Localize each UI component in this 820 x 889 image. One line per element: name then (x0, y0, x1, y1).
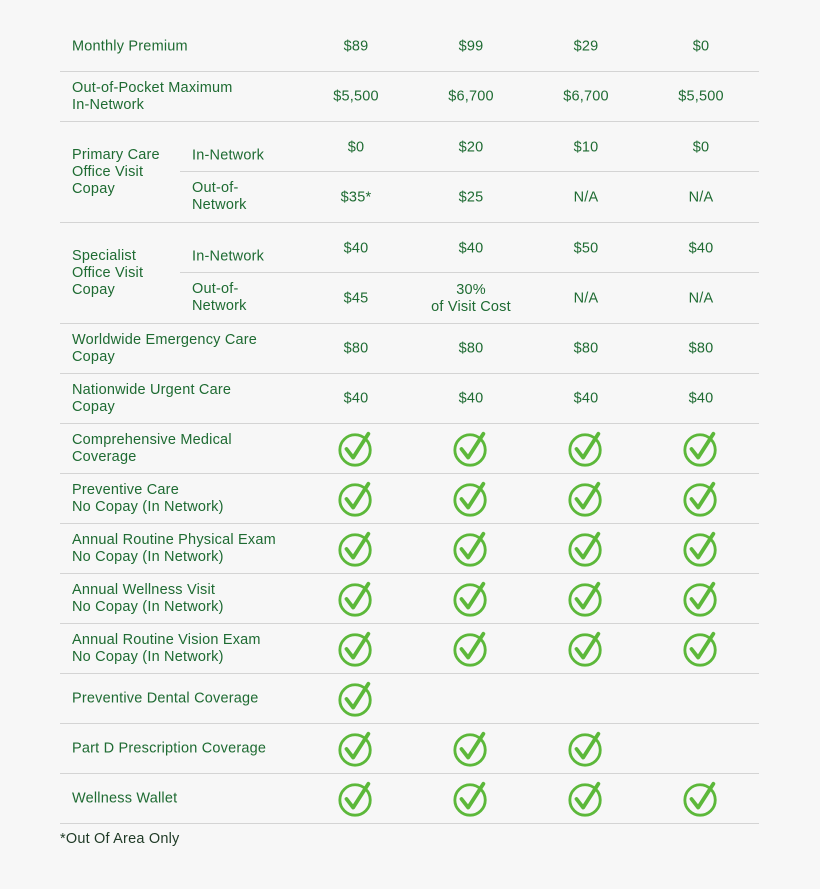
row-label: Primary Care Office Visit Copay (72, 147, 160, 197)
row-label: Annual Routine Vision Exam No Copay (In Network) (72, 631, 261, 665)
sub-label: In-Network (192, 147, 265, 164)
check-circle-icon (337, 430, 375, 468)
check-circle-icon (452, 480, 490, 518)
check-circle-icon (567, 530, 605, 568)
check-circle-icon (452, 730, 490, 768)
sub-label: Out-of- Network (192, 281, 247, 314)
row-part-d (60, 724, 759, 774)
table-cell: $20 (458, 139, 484, 156)
table-cell: $40 (688, 240, 714, 257)
row-label: Annual Routine Physical Exam No Copay (In Network) (72, 531, 276, 565)
row-preventive (60, 474, 759, 524)
row-label: Comprehensive Medical Coverage (72, 431, 232, 465)
table-cell: $45 (343, 290, 369, 307)
check-circle-icon (567, 580, 605, 618)
table-cell: $29 (573, 38, 599, 54)
table-cell: $99 (458, 38, 484, 54)
check-circle-icon (337, 480, 375, 518)
table-cell: $40 (573, 390, 599, 406)
row-label: Preventive Dental Coverage (72, 690, 259, 706)
footnote: *Out Of Area Only (60, 831, 180, 847)
check-circle-icon (452, 630, 490, 668)
table-cell: $50 (573, 240, 599, 257)
table-cell: $0 (692, 38, 710, 54)
row-label: Nationwide Urgent Care Copay (72, 381, 232, 415)
check-circle-icon (337, 680, 375, 718)
check-circle-icon (682, 630, 720, 668)
check-circle-icon (682, 530, 720, 568)
table-cell: $40 (458, 390, 484, 406)
table-cell: $6,700 (563, 88, 609, 104)
benefits-table (60, 22, 759, 824)
check-circle-icon (682, 580, 720, 618)
check-circle-icon (682, 780, 720, 818)
check-circle-icon (567, 630, 605, 668)
divider (180, 272, 759, 273)
row-label: Worldwide Emergency Care Copay (72, 331, 258, 365)
sub-label: Out-of- Network (192, 180, 247, 213)
table-cell: $80 (343, 340, 369, 356)
table-cell: $35* (340, 189, 372, 206)
row-emergency (60, 324, 759, 374)
row-label: Preventive Care No Copay (In Network) (72, 481, 224, 515)
row-oop-max (60, 72, 759, 122)
table-cell: $80 (458, 340, 484, 356)
check-circle-icon (682, 430, 720, 468)
table-cell: $40 (688, 390, 714, 406)
table-cell: $6,700 (448, 88, 494, 104)
check-circle-icon (337, 730, 375, 768)
sub-label: In-Network (192, 248, 265, 265)
row-wellness-visit (60, 574, 759, 624)
check-circle-icon (452, 430, 490, 468)
check-circle-icon (452, 530, 490, 568)
table-cell: 30% of Visit Cost (431, 282, 511, 315)
row-urgent (60, 374, 759, 424)
table-cell: N/A (688, 189, 714, 206)
row-specialist (60, 223, 759, 324)
row-label: Specialist Office Visit Copay (72, 248, 144, 298)
table-cell: $40 (458, 240, 484, 257)
row-primary-care (60, 122, 759, 223)
row-wallet (60, 774, 759, 824)
check-circle-icon (337, 580, 375, 618)
table-cell: N/A (573, 189, 599, 206)
row-monthly-premium (60, 22, 759, 72)
row-label: Monthly Premium (72, 38, 188, 54)
check-circle-icon (682, 480, 720, 518)
row-vision (60, 624, 759, 674)
table-cell: $25 (458, 189, 484, 206)
check-circle-icon (337, 780, 375, 818)
row-label: Wellness Wallet (72, 790, 178, 806)
check-circle-icon (567, 480, 605, 518)
check-circle-icon (452, 580, 490, 618)
table-cell: $5,500 (333, 88, 379, 104)
row-dental (60, 674, 759, 724)
row-label: Annual Wellness Visit No Copay (In Network) (72, 581, 224, 615)
table-cell: $80 (573, 340, 599, 356)
table-cell: $0 (347, 139, 365, 156)
check-circle-icon (567, 430, 605, 468)
row-physical (60, 524, 759, 574)
table-cell: $40 (343, 390, 369, 406)
check-circle-icon (337, 630, 375, 668)
table-cell: N/A (688, 290, 714, 307)
row-label: Out-of-Pocket Maximum In-Network (72, 79, 233, 113)
table-cell: $5,500 (678, 88, 724, 104)
row-medical (60, 424, 759, 474)
table-cell: $80 (688, 340, 714, 356)
table-cell: $40 (343, 240, 369, 257)
divider (180, 171, 759, 172)
row-label: Part D Prescription Coverage (72, 740, 267, 756)
check-circle-icon (567, 780, 605, 818)
check-circle-icon (567, 730, 605, 768)
table-cell: $10 (573, 139, 599, 156)
check-circle-icon (452, 780, 490, 818)
table-cell: N/A (573, 290, 599, 307)
check-circle-icon (337, 530, 375, 568)
table-cell: $0 (692, 139, 710, 156)
table-cell: $89 (343, 38, 369, 54)
